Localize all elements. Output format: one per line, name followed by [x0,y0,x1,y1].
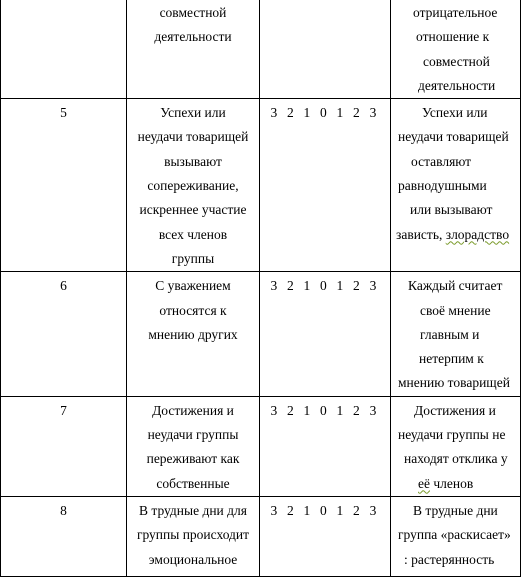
statement-line: главным и [420,326,480,342]
negative-statement [391,496,521,576]
scale-values: 3 2 1 0 1 2 3 [270,402,380,418]
table-row [1,99,521,272]
row-number: 7 [1,396,127,496]
statement-line: вызывают [164,153,222,169]
negative-statement [391,396,521,496]
statement-line: неудачи товарищей [398,129,509,145]
positive-statement [127,496,260,576]
scale-values: 3 2 1 0 1 2 3 [270,105,380,121]
positive-statement [127,396,260,496]
statement-line: её членов [418,475,474,491]
positive-statement [127,0,260,99]
statement-line: равнодушными [398,178,487,194]
negative-statement [391,99,521,272]
table-row [1,496,521,576]
spellcheck-mark: злорадство [445,226,510,242]
statement-line: эмоциональное [148,551,238,567]
statement-line: переживают как [146,451,240,467]
rating-scale [260,272,391,396]
statement-line: Каждый считает [408,278,503,294]
statement-line: Достижения и [414,402,496,418]
rating-scale [260,496,391,576]
row-number: 8 [1,496,127,576]
statement-line: мнению других [148,326,238,342]
statement-line: Успехи или [422,105,488,121]
statement-line: группы происходит [136,527,250,543]
row-number: 5 [1,99,127,272]
statement-line: оставляют [411,153,472,169]
table-row [1,272,521,396]
negative-statement [391,0,521,99]
statement-line: группы [171,250,215,266]
statement-line: неудачи группы не [398,427,506,443]
statement-line: Достижения и [152,402,234,418]
positive-statement [127,272,260,396]
statement-line: совместной [423,53,490,69]
statement-line: деятельности [418,77,496,93]
row-number [1,0,127,99]
row-number: 6 [1,272,127,396]
statement-line: сопереживание, [147,178,239,194]
statement-line: своё мнение [420,302,491,318]
statement-line: С уважением [155,278,231,294]
table-row [1,0,521,99]
rating-scale [260,396,391,496]
statement-line: неудачи товарищей [137,129,249,145]
table-row [1,396,521,496]
statement-line: относятся к [159,302,227,318]
statement-line: всех членов [158,226,228,242]
scale-values: 3 2 1 0 1 2 3 [270,278,380,294]
statement-line: отрицательное [413,5,498,20]
scale-values: 3 2 1 0 1 2 3 [270,502,380,518]
statement-line: В трудные дни для [139,502,247,518]
statement-line: В трудные дни [413,502,498,518]
positive-statement [127,99,260,272]
negative-statement [391,272,521,396]
statement-line: группа «раскисает» [398,527,511,543]
statement-line: зависть, злорадство [396,226,510,242]
statement-line: : растерянность [404,551,495,567]
statement-line: деятельности [154,29,232,45]
rating-scale [260,0,391,99]
statement-line: совместной [159,5,227,20]
statement-line: собственные [156,475,230,491]
statement-line: Успехи или [160,105,226,121]
statement-line: отношение к [416,29,490,45]
rating-scale [260,99,391,272]
statement-line: нетерпим к [419,351,484,367]
statement-line: находят отклика у [404,451,508,467]
statement-line: мнению товарищей [398,375,510,391]
spellcheck-mark: её [418,475,430,491]
statement-line: искреннее участие [139,202,247,218]
statement-line: неудачи группы [147,427,239,443]
statement-line: или вызывают [410,202,493,218]
